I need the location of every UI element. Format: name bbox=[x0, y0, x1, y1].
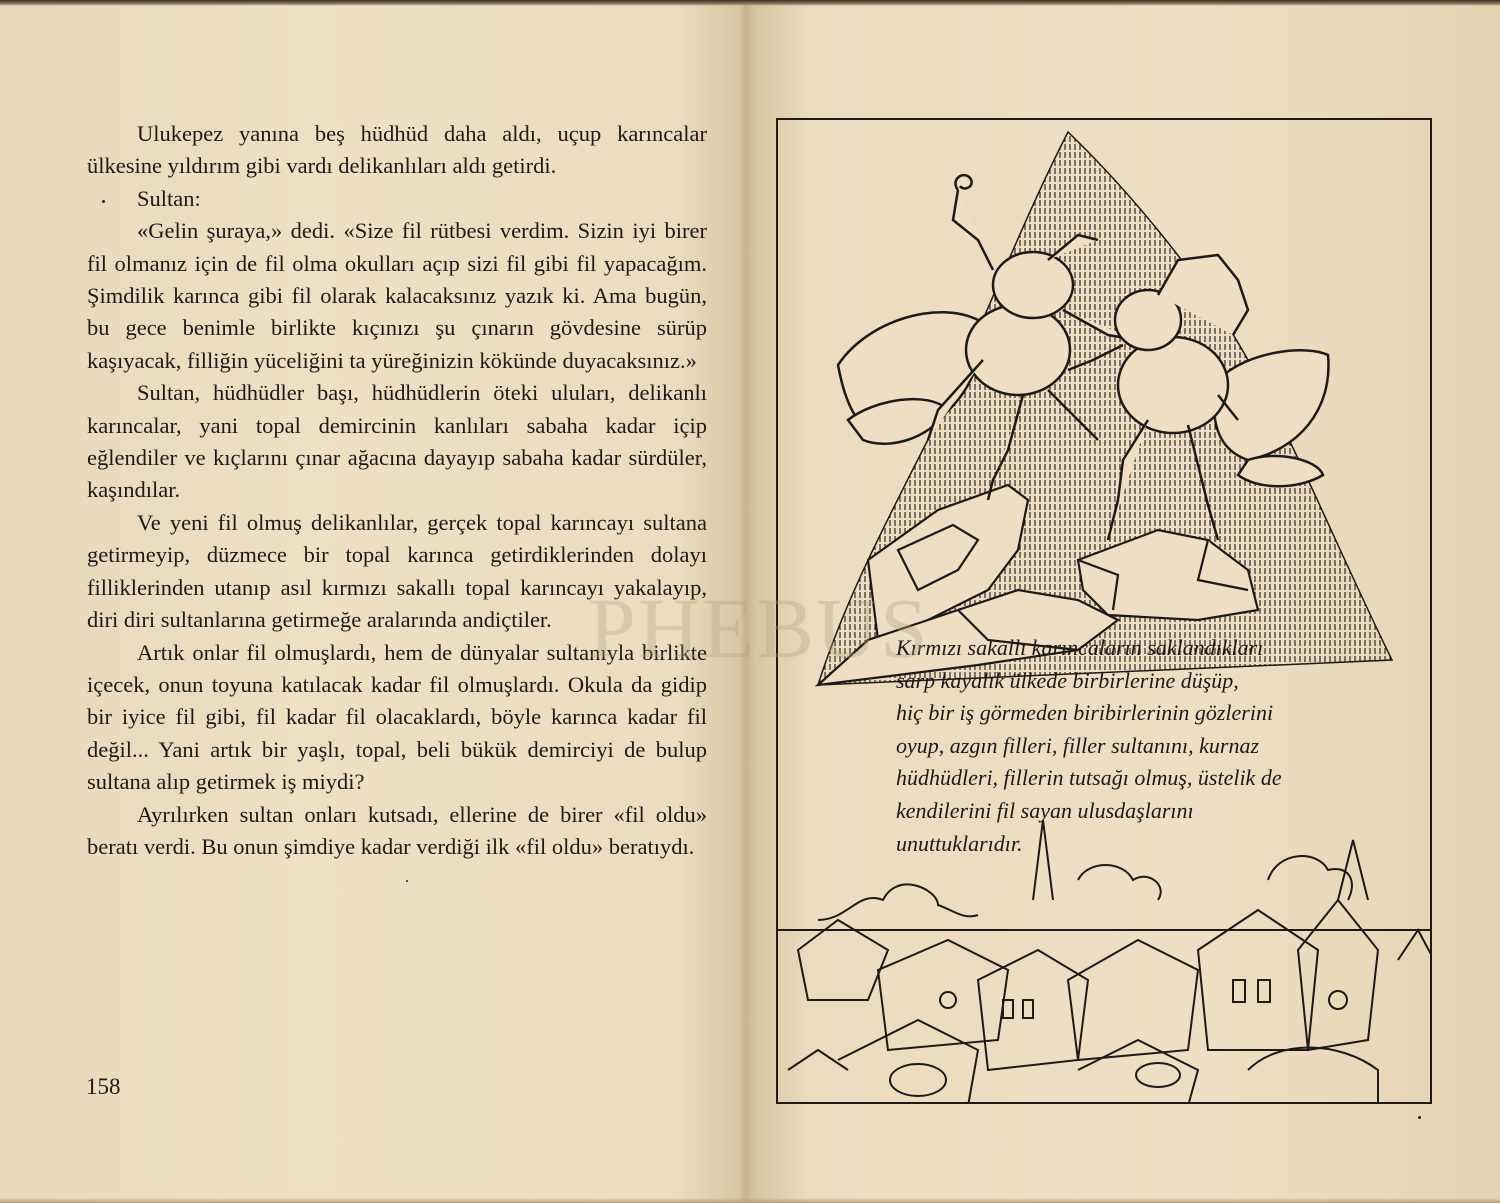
paragraph-7: Ayrılırken sultan onları kutsadı, ellerine de birer «fil oldu» beratı verdi. Bu onun şimdiye kadar verdiği ilk «fil oldu» beratıydı. bbox=[87, 801, 707, 859]
paragraph-1: Ulukepez yanına beş hüdhüd daha aldı, uçup karıncalar ülkesine yıldırım gibi vardı delikanlıları aldı getirdi. bbox=[87, 121, 707, 179]
paragraph-3: «Gelin şuraya,» dedi. «Size fil rütbesi verdim. Sizin iyi birer fil olmanız için de fil olma okulları açıp sizi fil gibi fil yapacağım. Şimdilik karınca gibi fil olarak kalacaksınız yazık ki. Ama bugün, bu gece benimle birlikte kıçınızı şu çınarın gövdesine sürüp kaşıyacak, filliğin yüceliğini ta yüreğinizin kökünde duyacaksınız.» bbox=[87, 218, 707, 373]
caption-line: unuttuklarıdır. bbox=[896, 830, 1023, 856]
illustration-frame bbox=[776, 118, 1432, 1104]
ink-speck bbox=[102, 200, 105, 203]
illustration-caption bbox=[896, 632, 1416, 860]
ink-speck bbox=[406, 880, 408, 882]
caption-line: kendilerini fil sayan ulusdaşlarını bbox=[896, 797, 1194, 823]
caption-line: Kırmızı sakallı karıncaların saklandıkları bbox=[896, 635, 1264, 660]
watermark-text: PHEBUS bbox=[588, 580, 930, 676]
left-page-text bbox=[87, 118, 707, 863]
page-number: 158 bbox=[86, 1074, 121, 1099]
caption-line: sarp kayalık ülkede birbirlerine düşüp, bbox=[896, 667, 1239, 693]
paragraph-2: Sultan: bbox=[137, 185, 201, 211]
caption-line: oyup, azgın filleri, filler sultanını, kurnaz bbox=[896, 732, 1259, 758]
ink-speck bbox=[1418, 1116, 1421, 1119]
caption-line: hüdhüdleri, fillerin tutsağı olmuş, üstelik de bbox=[896, 765, 1282, 791]
illustration-artwork bbox=[778, 120, 1432, 1104]
page-top-edge bbox=[0, 0, 1500, 6]
paragraph-4: Sultan, hüdhüdler başı, hüdhüdlerin öteki uluları, delikanlı karıncalar, yani topal demircinin kanlıları sabaha kadar içip eğlendiler ve kıçlarını çınar ağacına dayayıp sabaha kadar sürdüler, kaşındılar. bbox=[87, 380, 707, 503]
paragraph-5: Ve yeni fil olmuş delikanlılar, gerçek topal karıncayı sultana getirmeyip, düzmece bir topal karınca getirdiklerinden dolayı filliklerinden utanıp asıl kırmızı sakallı topal karıncayı yakalayıp, diri diri sultanlarına getirmeğe aralarında andiçtiler. bbox=[87, 509, 707, 633]
village-drawing bbox=[778, 820, 1432, 1104]
caption-line: hiç bir iş görmeden biribirlerinin gözlerini bbox=[896, 700, 1274, 726]
paragraph-6: Artık onlar fil olmuşlardı, hem de dünyalar sultanıyla birlikte içecek, onun toyuna katılacak kadar fil olmuşlardı. Okula da gidip bir iyice fil gibi, fil kadar fil olacaklardı, böyle karınca kadar fil değil... Yani artık bir yaşlı, topal, beli bükük demirciyi de bulup sultana alıp getirmek iş miydi? bbox=[87, 639, 707, 795]
page-bottom-edge bbox=[0, 1198, 1500, 1203]
